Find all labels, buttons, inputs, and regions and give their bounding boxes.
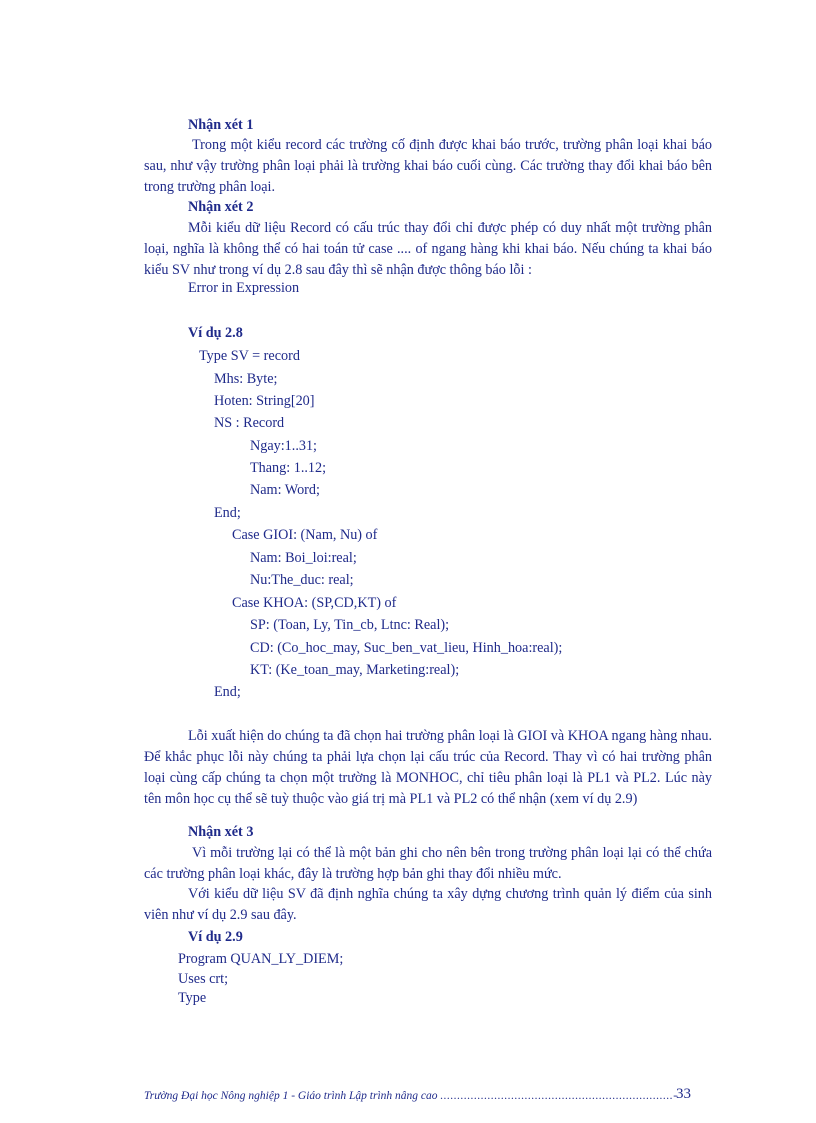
heading-nhan-xet-1: Nhận xét 1 [188,117,254,133]
heading-nhan-xet-2: Nhận xét 2 [188,199,254,215]
code-line: CD: (Co_hoc_may, Suc_ben_vat_lieu, Hinh_hoa:real); [250,640,563,656]
code-line: KT: (Ke_toan_may, Marketing:real); [250,662,460,678]
footer-dots: .....................................................................- [440,1090,678,1102]
heading-nhan-xet-3: Nhận xét 3 [188,824,254,840]
code-line: Mhs: Byte; [214,371,278,387]
paragraph-nhan-xet-3: Vì mỗi trường lại có thể là một bản ghi cho nên bên trong trường phân loại lại có thể chứa các trường phân loại khác, đây là trường hợp bản ghi thay đổi nhiều mức. [144,845,712,882]
page-number: 33 [676,1086,691,1102]
code-line: Case GIOI: (Nam, Nu) of [232,527,378,543]
paragraph-nhan-xet-1: Trong một kiểu record các trường cố định được khai báo trước, trường phân loại khai báo sau, như vậy trường phân loại phải là trường khai báo cuối cùng. Các trường thay đổi khai báo bên trong trường phân loại. [144,137,712,195]
code-line: Hoten: String[20] [214,393,315,409]
code-line: Uses crt; [178,971,229,987]
code-line: NS : Record [214,415,285,431]
code-line: Nam: Boi_loi:real; [250,550,357,566]
paragraph-intro-2-9: Với kiểu dữ liệu SV đã định nghĩa chúng ta xây dựng chương trình quản lý điểm của sinh viên như ví dụ 2.9 sau đây. [144,886,712,923]
code-line: End; [214,684,241,700]
code-line: Ngay:1..31; [250,438,317,454]
code-line: Program QUAN_LY_DIEM; [178,951,344,967]
code-line: Type SV = record [199,348,300,364]
code-line: Thang: 1..12; [250,460,327,476]
code-line: Nam: Word; [250,482,320,498]
code-line: Type [178,990,207,1006]
heading-vi-du-2-9: Ví dụ 2.9 [188,929,243,945]
paragraph-nhan-xet-2: Mỗi kiểu dữ liệu Record có cấu trúc thay đổi chỉ được phép có duy nhất một trường phân loại, nghĩa là không thể có hai toán tử case .... of ngang hàng khi khai báo. Nếu chúng ta khai báo kiểu SV như trong ví dụ 2.8 sau đây thì sẽ nhận được thông báo lỗi : [144,220,712,278]
code-line: SP: (Toan, Ly, Tin_cb, Ltnc: Real); [250,617,450,633]
footer-text: Trường Đại học Nông nghiệp 1 - Giáo trình Lập trình nâng cao [144,1090,438,1102]
code-line: Nu:The_duc: real; [250,572,354,588]
code-line: Case KHOA: (SP,CD,KT) of [232,595,397,611]
error-message-line: Error in Expression [188,280,300,296]
paragraph-explanation: Lỗi xuất hiện do chúng ta đã chọn hai trường phân loại là GIOI và KHOA ngang hàng nhau. Để khắc phục lỗi này chúng ta phải lựa chọn lại cấu trúc của Record. Thay vì có hai trường phân loại cùng cấp chúng ta chọn một trường là MONHOC, chỉ tiêu phân loại là PL1 và PL2. Lúc này tên môn học cụ thể sẽ tuỳ thuộc vào giá trị mà PL1 và PL2 có thể nhận (xem ví dụ 2.9) [144,728,712,807]
page-footer [144,1090,678,1102]
code-line: End; [214,505,241,521]
heading-vi-du-2-8: Ví dụ 2.8 [188,325,243,341]
